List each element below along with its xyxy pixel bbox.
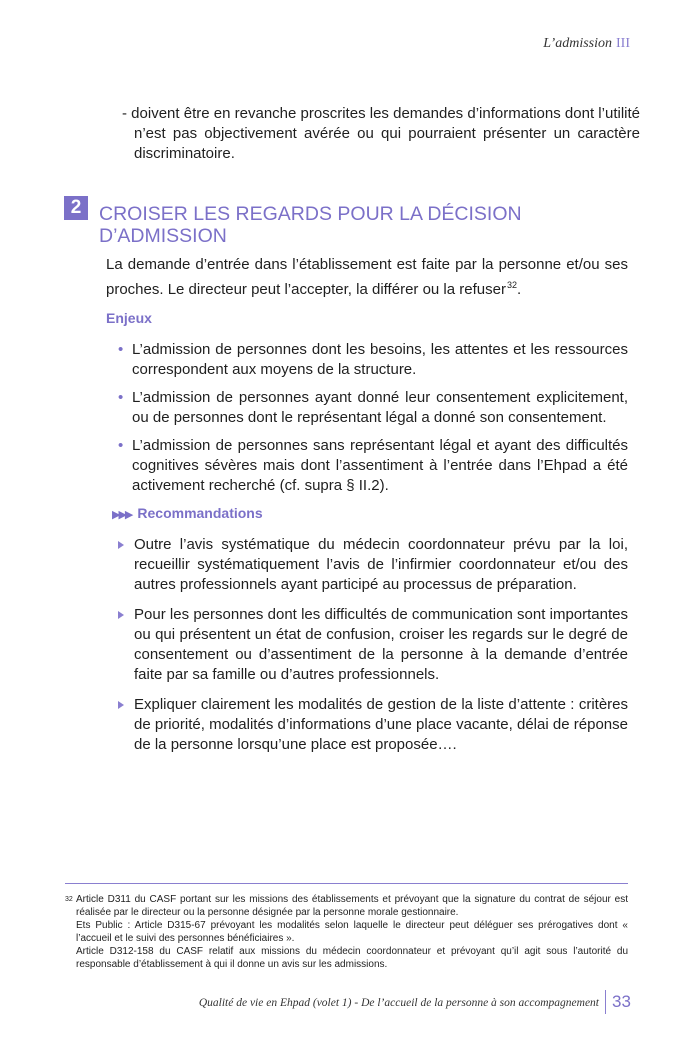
list-item — [118, 605, 628, 685]
section-title: CROISER LES REGARDS POUR LA DÉCISION D’ADMISSION — [99, 203, 522, 247]
section-number-badge: 2 — [64, 196, 88, 220]
footnote-body — [65, 893, 628, 971]
list-item — [118, 436, 628, 496]
section-intro-paragraph — [106, 255, 628, 300]
enjeux-heading: Enjeux — [106, 310, 152, 326]
list-item — [118, 340, 628, 380]
list-item — [118, 388, 628, 428]
list-item — [118, 695, 628, 755]
footnote-divider — [65, 883, 628, 884]
recommandations-label: Recommandations — [137, 505, 263, 521]
section-intro-text: La demande d’entrée dans l’établissement est faite par la personne et/ou ses proches. Le directeur peut l’accepter, la différer ou la refuser — [106, 256, 628, 298]
list-item — [118, 535, 628, 595]
footnote — [65, 893, 628, 971]
running-footer: Qualité de vie en Ehpad (volet 1) - De l’accueil de la personne à son accompagnement — [198, 997, 599, 1009]
enjeux-item-text: L’admission de personnes ayant donné leur consentement explicitement, ou de personnes dont le représentant légal a donné son consentement. — [132, 389, 628, 426]
footnote-mark: 32 — [65, 896, 73, 903]
recommandation-text: Expliquer clairement les modalités de gestion de la liste d’attente : critères de priorité, modalités d’informations d’une place vacante, délai de réponse de la personne lorsqu’une place est proposée…. — [134, 696, 628, 753]
enjeux-item-text: L’admission de personnes sans représentant légal et ayant des difficultés cognitives sévères mais dont l’assentiment à l’entrée dans l’Ehpad a été activement recherché (cf. supra § II.2). — [132, 437, 628, 494]
intro-list-item: - doivent être en revanche proscrites les demandes d’informations dont l’utilité n’est pas objectivement avérée ou qui pourraient présenter un caractère discriminatoire. — [122, 105, 640, 162]
footnote-paragraph: Article D312-158 du CASF relatif aux missions du médecin coordonnateur et prévoyant qu’il agit sous l’autorité du responsable d’établissement à qui il donne un avis sur les admissions. — [76, 946, 628, 970]
recommandations-heading — [112, 505, 263, 521]
recommandations-list — [118, 535, 628, 765]
bullet-icon: • — [118, 341, 124, 358]
triangle-bullet-icon — [118, 701, 124, 709]
triangle-bullet-icon — [118, 611, 124, 619]
footnote-paragraph: Article D311 du CASF portant sur les missions des établissements et prévoyant que la signature du contrat de séjour est réalisée par le directeur ou la personne désignée par la personne morale gestionnaire. — [76, 894, 628, 918]
section-intro-end: . — [516, 281, 522, 298]
header-section-number: III — [616, 36, 630, 51]
footnote-reference[interactable]: 32 — [506, 280, 517, 290]
page-number: 33 — [612, 992, 631, 1011]
triple-arrow-icon: ▶▶▶ — [112, 509, 132, 521]
recommandation-text: Outre l’avis systématique du médecin coordonnateur prévu par la loi, recueillir systématiquement l’avis de l’infirmier coordonnateur et/ou des autres professionnels ayant participé au processus de préparation. — [134, 536, 628, 593]
bullet-icon: • — [118, 437, 124, 454]
running-header — [543, 36, 630, 52]
triangle-bullet-icon — [118, 541, 124, 549]
enjeux-item-text: L’admission de personnes dont les besoins, les attentes et les ressources correspondent aux moyens de la structure. — [132, 341, 628, 378]
bullet-icon: • — [118, 389, 124, 406]
footnote-paragraph: Ets Public : Article D315-67 prévoyant les modalités selon laquelle le directeur peut déléguer ses prérogatives dont « l’accueil et le suivi des personnes bénéficiaires ». — [76, 920, 628, 944]
header-title: L’admission — [543, 36, 612, 51]
footer-divider — [605, 990, 606, 1014]
recommandation-text: Pour les personnes dont les difficultés de communication sont importantes ou qui présentent un état de confusion, croiser les regards sur le degré de consentement ou d’assentiment de la personne à la demande d’entrée faite par sa famille ou d’autres professionnels. — [134, 606, 628, 683]
enjeux-list — [118, 340, 628, 504]
